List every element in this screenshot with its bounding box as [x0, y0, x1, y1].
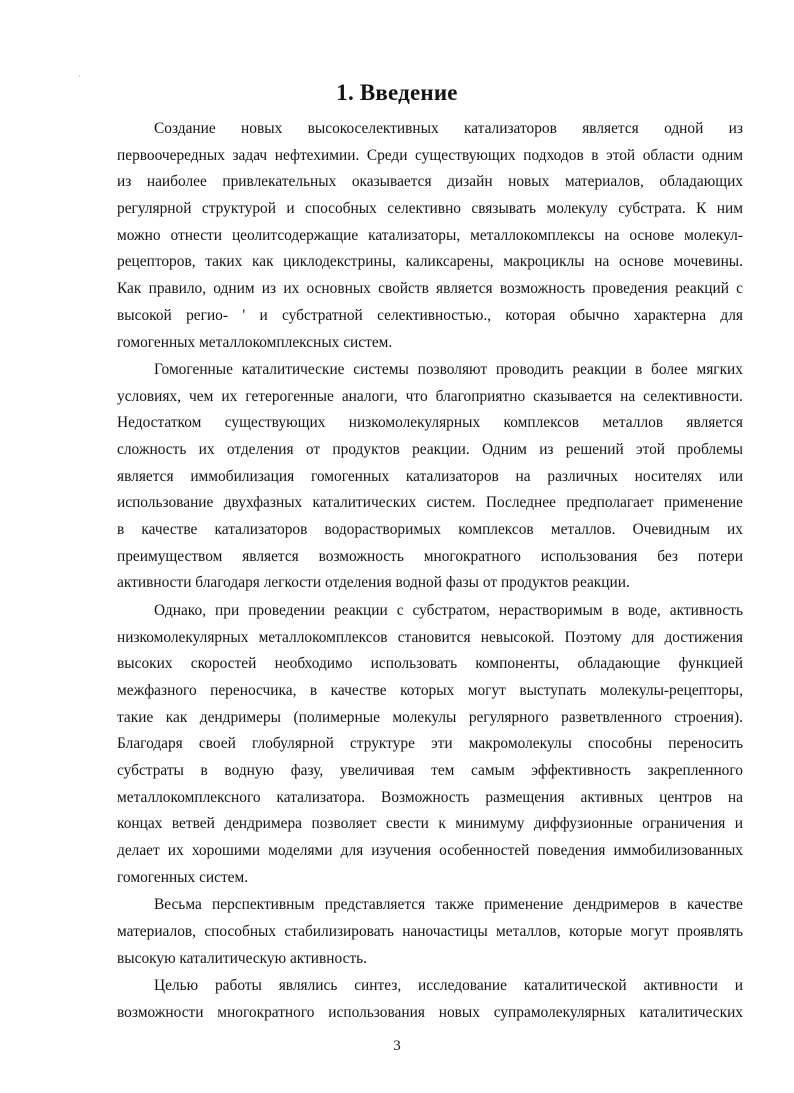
paragraph-line: сложность их отделения от продуктов реакции. Одним из решений этой проблемы: [117, 441, 743, 459]
page-number: 3: [393, 1038, 401, 1054]
paragraph-line: использование двухфазных каталитических систем. Последнее предполагает применение: [117, 494, 743, 512]
paragraph-line: такие как дендримеры (полимерные молекулы регулярного разветвленного строения).: [117, 708, 743, 726]
paragraph-line: Однако, при проведении реакции с субстратом, нерастворимым в воде, активность: [154, 601, 743, 619]
paragraph-line: в качестве катализаторов водорастворимых комплексов металлов. Очевидным их: [117, 521, 743, 539]
paragraph-line: металлокомплексного катализатора. Возможность размещения активных центров на: [117, 788, 743, 806]
paragraph-line: гомогенных металлокомплексных систем.: [117, 333, 393, 351]
paragraph-line: Весьма перспективным представляется также применение дендримеров в качестве: [154, 896, 743, 914]
paragraph-line: рецепторов, таких как циклодекстрины, каликсарены, макроциклы на основе мочевины.: [117, 253, 743, 271]
paragraph-line: Благодаря своей глобулярной структуре эти макромолекулы способны переносить: [117, 735, 743, 753]
paragraph-line: активности благодаря легкости отделения водной фазы от продуктов реакции.: [117, 574, 630, 592]
paragraph-line: делает их хорошими моделями для изучения особенностей поведения иммобилизованных: [117, 842, 743, 860]
paragraph-line: из наиболее привлекательных оказывается дизайн новых материалов, обладающих: [117, 173, 743, 191]
paragraph-line: регулярной структурой и способных селективно связывать молекулу субстрата. К ним: [117, 200, 743, 218]
paragraph: [117, 973, 743, 1026]
paragraph-line: гомогенных систем.: [117, 868, 249, 886]
paragraph: [117, 116, 743, 356]
paragraph-line: высоких скоростей необходимо использовать компоненты, обладающие функцией: [117, 655, 743, 673]
paragraph-line: межфазного переносчика, в качестве которых могут выступать молекулы-рецепторы,: [117, 682, 743, 700]
document-body: [117, 116, 743, 1027]
paragraph-line: Целью работы являлись синтез, исследование каталитической активности и: [154, 977, 743, 995]
paragraph-line: высокой регио- ' и субстратной селективностью., которая обычно характерна для: [117, 306, 743, 324]
paragraph-line: Недостатком существующих низкомолекулярных комплексов металлов является: [117, 414, 743, 432]
paragraph: [117, 357, 743, 597]
paragraph-line: преимуществом является возможность многократного использования без потери: [117, 547, 743, 565]
paragraph-line: можно отнести цеолитсодержащие катализаторы, металлокомплексы на основе молекул-: [117, 226, 743, 244]
paragraph-line: Создание новых высокоселективных катализаторов является одной из: [154, 120, 743, 137]
section-title: 1. Введение: [336, 80, 458, 105]
paragraph-line: является иммобилизация гомогенных катализаторов на различных носителях или: [117, 467, 743, 485]
paragraph-line: концах ветвей дендримера позволяет свести к минимуму диффузионные ограничения и: [117, 815, 743, 833]
paragraph-line: высокую каталитическую активность.: [117, 949, 368, 967]
paragraph: [117, 598, 743, 892]
paragraph-line: материалов, способных стабилизировать наночастицы металлов, которые могут проявлять: [117, 923, 743, 941]
paragraph-line: субстраты в водную фазу, увеличивая тем самым эффективность закрепленного: [117, 762, 743, 780]
paragraph: [117, 892, 743, 972]
paragraph-line: первоочередных задач нефтехимии. Среди существующих подходов в этой области одним: [117, 146, 743, 164]
paragraph-line: условиях, чем их гетерогенные аналоги, что благоприятно сказывается на селективности.: [117, 387, 743, 405]
paragraph-line: Как правило, одним из их основных свойств является возможность проведения реакций с: [117, 280, 743, 298]
paragraph-line: Гомогенные каталитические системы позволяют проводить реакции в более мягких: [154, 360, 743, 378]
scan-speck: ·: [78, 72, 81, 81]
paragraph-line: низкомолекулярных металлокомплексов становится невысокой. Поэтому для достижения: [117, 628, 743, 646]
paragraph-line: возможности многократного использования новых супрамолекулярных каталитических: [117, 1003, 743, 1021]
